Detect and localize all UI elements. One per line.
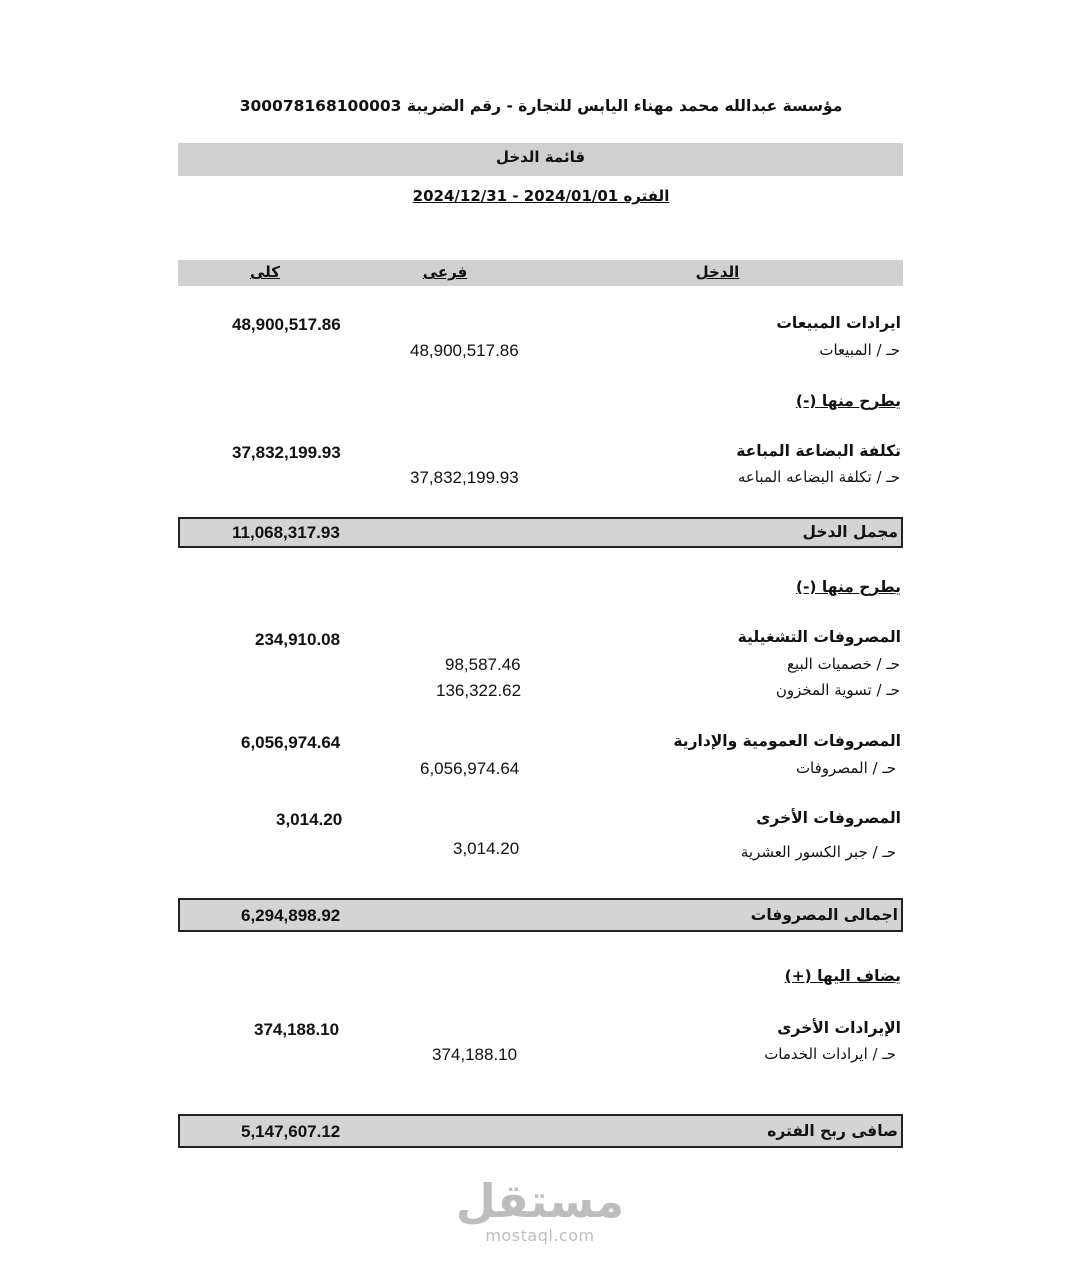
statement-title: قائمة الدخل [495,148,586,166]
gross-income-value: 11,068,317.93 [232,523,340,542]
sales-total: 48,900,517.86 [232,315,341,334]
sales-sub-value: 48,900,517.86 [410,341,519,360]
column-header-total: كلى [249,263,281,281]
sales-sub-label: حـ / المبيعات [819,341,900,359]
watermark [420,1176,660,1245]
deduct-heading-1: يطرح منها (-) [795,392,901,410]
other-expenses-sub-value: 3,014.20 [453,839,520,858]
operating-item-label: حـ / تسوية المخزون [775,681,900,699]
other-expenses-label: المصروفات الأخرى [756,809,901,827]
other-revenue-sub-label: حـ / ايرادات الخدمات [764,1045,896,1063]
general-total: 6,056,974.64 [241,733,341,752]
other-expenses-total: 3,014.20 [276,810,343,829]
operating-item-value: 136,322.62 [436,681,522,700]
operating-item-label: حـ / خصميات البيع [787,655,900,673]
operating-item-value: 98,587.46 [445,655,521,674]
cogs-total: 37,832,199.93 [232,443,341,462]
period-range: الفتره 2024/01/01 - 2024/12/31 [412,187,670,205]
cogs-sub-label: حـ / تكلفة البضاعه المباعه [737,468,900,486]
operating-label: المصروفات التشغيلية [737,628,901,646]
other-revenue-total: 374,188.10 [254,1020,340,1039]
net-profit-label: صافى ربح الفتره [767,1122,898,1140]
gross-income-label: مجمل الدخل [802,523,898,541]
other-expenses-sub-label: حـ / جبر الكسور العشرية [740,843,896,861]
deduct-heading-2: يطرح منها (-) [795,578,901,596]
other-revenue-sub-value: 374,188.10 [432,1045,518,1064]
operating-total: 234,910.08 [255,630,341,649]
watermark-logo: مستقل [455,1174,625,1228]
net-profit-row [178,1114,903,1148]
cogs-label: تكلفة البضاعة المباعة [736,442,901,460]
gross-income-row [178,517,903,548]
general-sub-label: حـ / المصروفات [795,759,896,777]
sales-label: ايرادات المبيعات [776,314,901,332]
general-sub-value: 6,056,974.64 [420,759,520,778]
general-label: المصروفات العمومية والإدارية [673,732,901,750]
cogs-sub-value: 37,832,199.93 [410,468,519,487]
total-expenses-row [178,898,903,932]
other-revenue-label: الإيرادات الأخرى [777,1019,901,1037]
net-profit-value: 5,147,607.12 [241,1122,341,1141]
add-heading: يضاف اليها (+) [784,967,901,985]
watermark-url: mostaql.com [485,1226,595,1245]
company-header: مؤسسة عبدالله محمد مهناء اليابس للتجارة - رقم الضريبة 300078168100003 [239,97,843,115]
column-header-sub: فرعى [422,263,468,281]
total-expenses-value: 6,294,898.92 [241,906,341,925]
column-header-income: الدخل [695,263,740,281]
total-expenses-label: اجمالى المصروفات [750,906,898,924]
